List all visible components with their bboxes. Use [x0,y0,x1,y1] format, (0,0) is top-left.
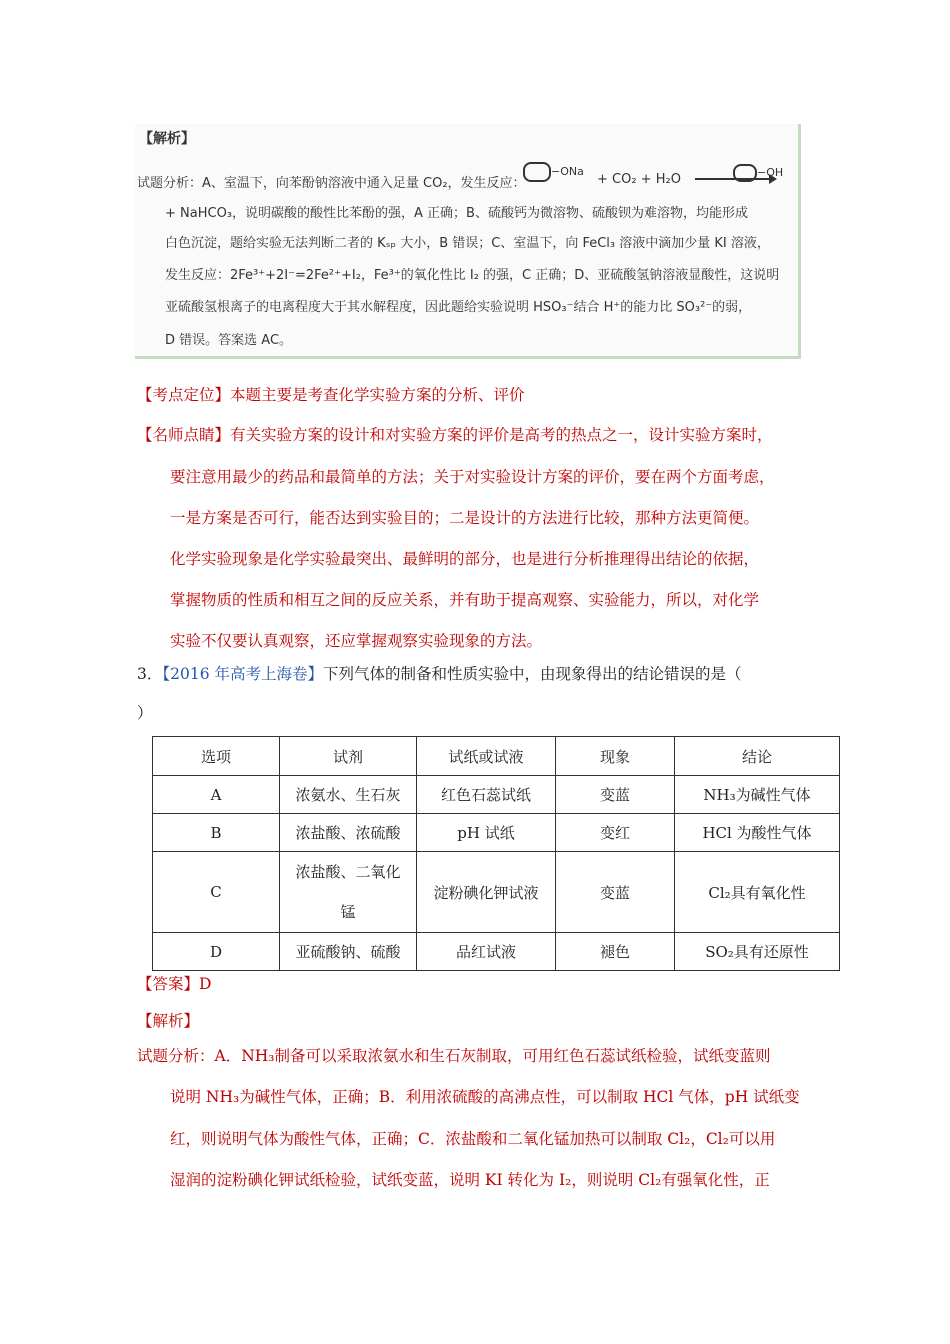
table-header: 试剂 [280,737,417,776]
table-row [153,776,840,814]
scan-line-4: 发生反应：2Fe³⁺+2I⁻=2Fe²⁺+I₂，Fe³⁺的氧化性比 I₂ 的强，C 正确；D、亚硫酸氢钠溶液显酸性，这说明 [165,268,780,283]
question-3 [137,664,742,684]
scan-line-1b: + CO₂ + H₂O [597,172,681,187]
table-header: 选项 [153,737,280,776]
table-header-row [153,737,840,776]
phenol-structure [733,164,783,182]
answer-label: 【答案】 [137,975,200,993]
table-row [153,852,840,933]
table-cell: D [153,933,280,971]
scan-line-6: D 错误。答案选 AC。 [165,333,293,348]
mingshi-line-1: 有关实验方案的设计和对实验方案的评价是高考的热点之一，设计实验方案时， [230,426,773,444]
table-cell: 淀粉碘化钾试液 [417,852,556,933]
table-cell: 亚硫酸钠、硫酸 [280,933,417,971]
table-cell: Cl₂具有氧化性 [675,852,840,933]
table-cell: 浓氨水、生石灰 [280,776,417,814]
benzene-ring-icon [733,164,757,182]
table-row [153,814,840,852]
mingshi-paragraph [137,425,773,445]
mingshi-line-6: 实验不仅要认真观察，还应掌握观察实验现象的方法。 [170,632,543,650]
table-cell: 品红试液 [417,933,556,971]
table-cell: 变蓝 [556,852,675,933]
table-header: 现象 [556,737,675,776]
mingshi-line-4: 化学实验现象是化学实验最突出、最鲜明的部分，也是进行分析推理得出结论的依据， [170,550,760,568]
table-cell: SO₂具有还原性 [675,933,840,971]
mingshi-label: 【名师点睛】 [137,426,231,444]
table-cell: 变蓝 [556,776,675,814]
question-source: 【2016 年高考上海卷】 [162,665,323,683]
analysis-line-2: 说明 NH₃为碱性气体，正确；B．利用浓硫酸的高沸点性，可以制取 HCl 气体，pH 试纸变 [170,1088,800,1106]
table-cell: B [153,814,280,852]
question-text: 下列气体的制备和性质实验中，由现象得出的结论错误的是（ [323,665,742,683]
mingshi-line-2: 要注意用最少的药品和最简单的方法；关于对实验设计方案的评价，要在两个方面考虑， [170,468,775,486]
scan-line-2: + NaHCO₃，说明碳酸的酸性比苯酚的强，A 正确；B、硫酸钙为微溶物、硫酸钡为难溶物，均能形成 [165,206,748,221]
scan-heading: 【解析】 [139,131,195,147]
table-cell: 红色石蕊试纸 [417,776,556,814]
table-cell: 浓盐酸、浓硫酸 [280,814,417,852]
scanned-analysis-image [135,124,801,359]
table-cell: HCl 为酸性气体 [675,814,840,852]
mingshi-line-5: 掌握物质的性质和相互之间的反应关系，并有助于提高观察、实验能力，所以，对化学 [170,591,760,609]
table-cell: A [153,776,280,814]
question-close-paren: ） [137,704,153,722]
table-cell-line: 锰 [340,903,356,921]
table-cell-line: 浓盐酸、二氧化 [295,863,401,881]
kaodian-label: 【考点定位】 [137,386,231,404]
table-cell: 变红 [556,814,675,852]
table-row [153,933,840,971]
table-cell: pH 试纸 [417,814,556,852]
analysis-line-3: 红，则说明气体为酸性气体，正确；C．浓盐酸和二氧化锰加热可以制取 Cl₂，Cl₂可以用 [170,1130,776,1148]
table-header: 试纸或试液 [417,737,556,776]
analysis-line-1: 试题分析：A．NH₃制备可以采取浓氨水和生石灰制取，可用红色石蕊试纸检验，试纸变蓝则 [137,1047,771,1065]
table-cell [280,852,417,933]
kaodian-text: 本题主要是考查化学实验方案的分析、评价 [230,386,525,404]
scan-line-1a: 试题分析：A、室温下，向苯酚钠溶液中通入足量 CO₂，发生反应： [137,176,526,191]
table-cell: 褪色 [556,933,675,971]
phenoxide-structure [523,162,584,182]
scan-line-3: 白色沉淀，题给实验无法判断二者的 Kₛₚ 大小，B 错误；C、室温下，向 FeCl₃ 溶液中滴加少量 KI 溶液， [165,236,770,251]
table-cell: NH₃为碱性气体 [675,776,840,814]
kaodian-paragraph [137,385,525,405]
phenol-group: −OH [757,166,784,179]
answer-paragraph [137,974,211,994]
question-number: 3． [137,665,163,683]
mingshi-line-3: 一是方案是否可行，能否达到实验目的；二是设计的方法进行比较，那种方法更简便。 [170,509,760,527]
analysis-line-4: 湿润的淀粉碘化钾试纸检验，试纸变蓝，说明 KI 转化为 I₂，则说明 Cl₂有强氧化性，正 [170,1171,770,1189]
table-cell: C [153,852,280,933]
scan-line-5: 亚硫酸氢根离子的电离程度大于其水解程度，因此题给实验说明 HSO₃⁻结合 H⁺的能力比 SO₃²⁻的弱， [165,300,752,315]
answer-value: D [199,975,212,993]
experiment-table [152,736,840,971]
analysis-label: 【解析】 [137,1012,200,1030]
benzene-ring-icon [523,162,551,182]
table-header: 结论 [675,737,840,776]
phenoxide-group: −ONa [551,165,584,178]
